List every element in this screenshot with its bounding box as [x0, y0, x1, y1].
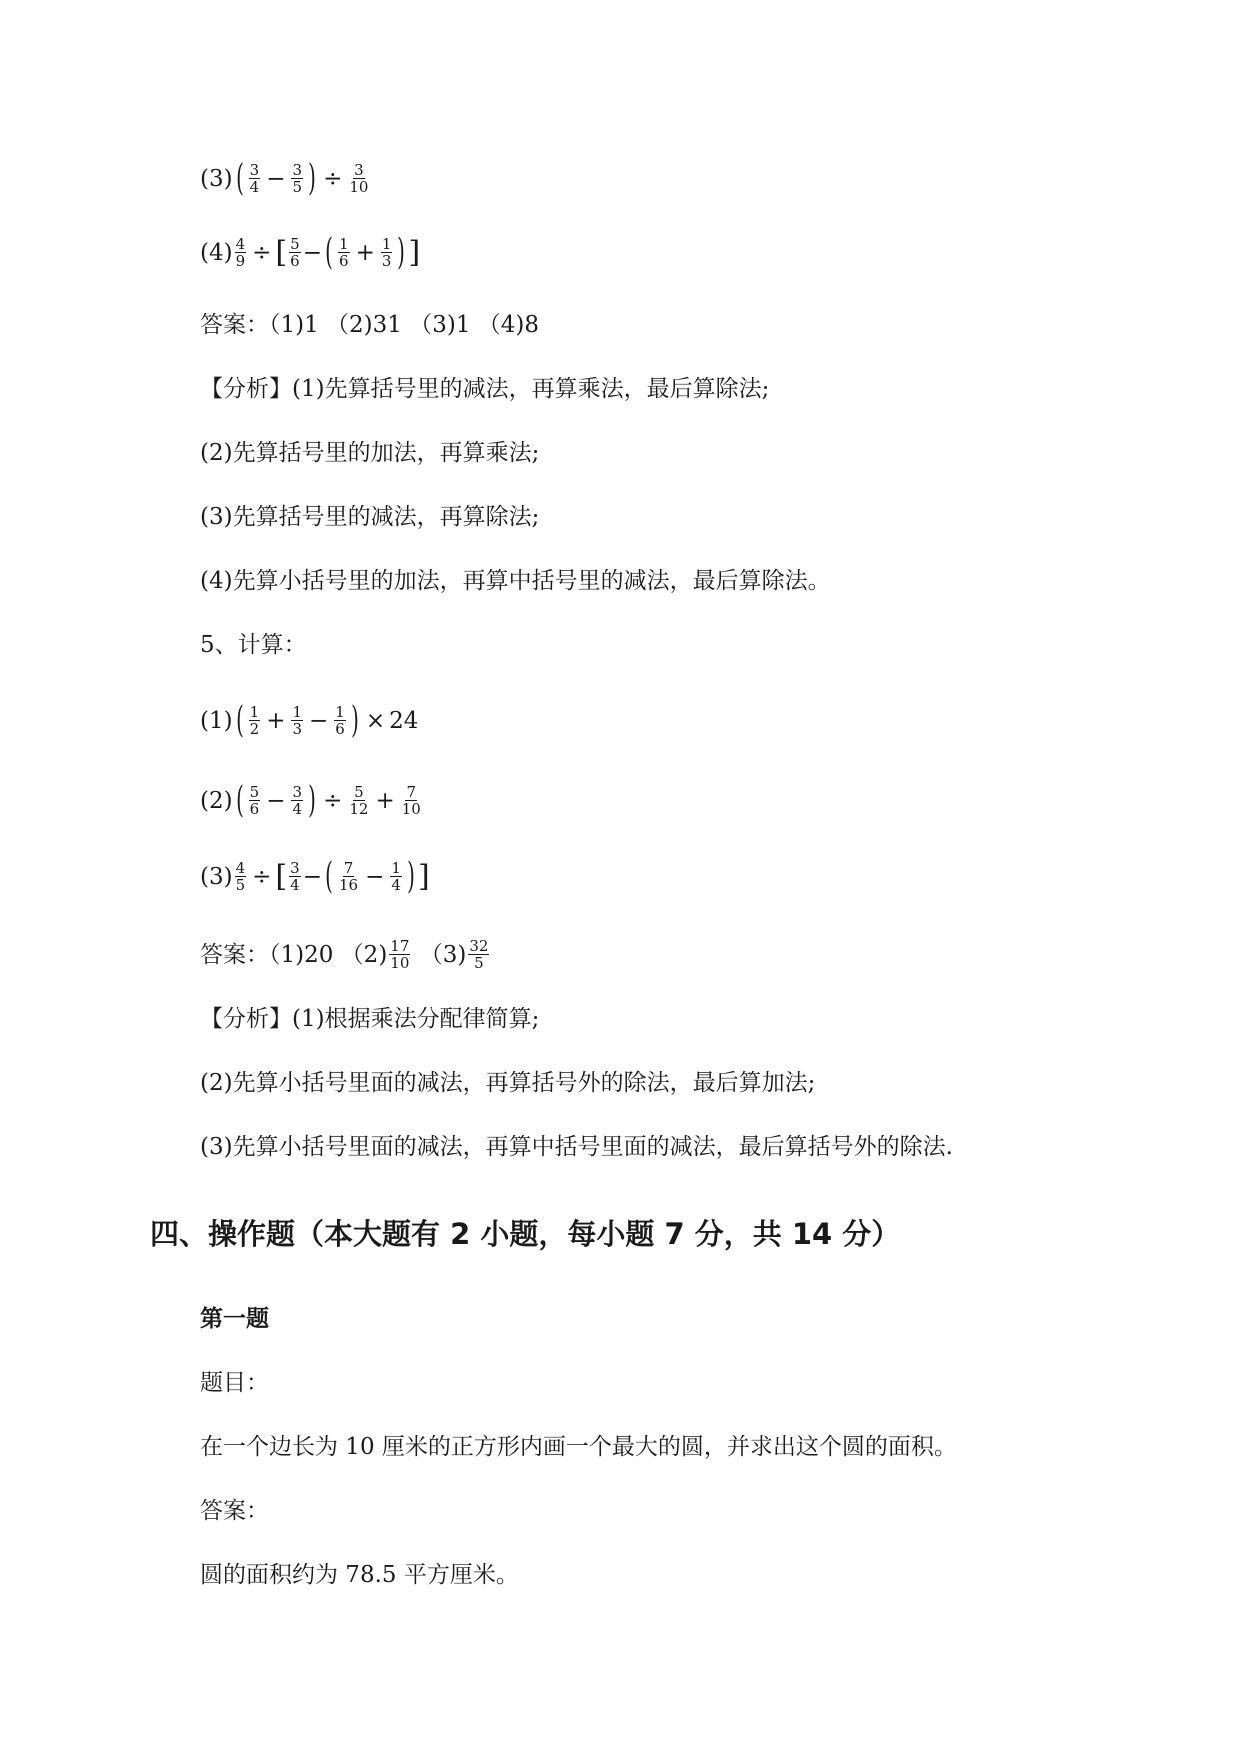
fraction: $\frac{1}{6}$ — [339, 235, 349, 270]
problem-label: (4) — [200, 239, 233, 266]
fraction: $\frac{5}{12}$ — [349, 783, 369, 818]
analysis-line: 【分析】(1)根据乘法分配律简算; — [200, 1006, 540, 1032]
fraction: $\frac{4}{9}$ — [235, 235, 246, 270]
section-heading: 四、操作题（本大题有 2 小题，每小题 7 分，共 14 分） — [150, 1217, 901, 1251]
fraction: $\frac{3}{4}$ — [290, 859, 300, 894]
fraction: $\frac{3}{5}$ — [292, 161, 303, 196]
fraction: $\frac{17}{10}$ — [390, 937, 410, 972]
fraction: $\frac{1}{6}$ — [335, 703, 345, 738]
problem-5-2: (2) ( $\frac{5}{6}$ − $\frac{3}{4}$ ) ÷ $\frac{5}{12}$ + $\frac{7}{10}$ — [200, 779, 421, 821]
fraction: $\frac{32}{5}$ — [469, 937, 489, 972]
answer-text: 答案：（1)20 （2) $\frac{17}{10}$ （3) $\frac{32}{5}$ — [200, 937, 489, 972]
fraction: $\frac{1}{4}$ — [391, 859, 401, 894]
fraction: $\frac{5}{6}$ — [249, 783, 260, 818]
analysis-line: 【分析】(1)先算括号里的减法，再算乘法，最后算除法; — [200, 376, 770, 402]
problem-label: (2) — [200, 787, 233, 814]
fraction: $\frac{7}{16}$ — [339, 859, 359, 894]
fraction: $\frac{3}{4}$ — [249, 161, 260, 196]
fraction: $\frac{5}{6}$ — [290, 235, 300, 270]
problem-4-3: (3) ( $\frac{3}{4}$ − $\frac{3}{5}$ ) ÷ $\frac{3}{10}$ — [200, 157, 369, 199]
fraction: $\frac{1}{2}$ — [249, 703, 260, 738]
problem-label: (1) — [200, 707, 233, 734]
fraction: $\frac{1}{3}$ — [292, 703, 303, 738]
answer-label: 答案： — [200, 1498, 269, 1524]
analysis-line: (2)先算小括号里面的减法，再算括号外的除法，最后算加法; — [200, 1070, 816, 1096]
analysis-line: (3)先算小括号里面的减法，再算中括号里面的减法，最后算括号外的除法. — [200, 1134, 953, 1160]
problem-4-4: (4) $\frac{4}{9}$ ÷ [ $\frac{5}{6}$ − ( $\frac{1}{6}$ + $\frac{1}{3}$ ) ] — [200, 231, 421, 273]
problem-5-1: (1) ( $\frac{1}{2}$ + $\frac{1}{3}$ − $\frac{1}{6}$ ) × 24 — [200, 699, 419, 741]
analysis-line: (3)先算括号里的减法，再算除法; — [200, 504, 540, 530]
question-label: 题目： — [200, 1370, 269, 1396]
sub-heading: 第一题 — [200, 1306, 269, 1332]
analysis-line: (4)先算小括号里的加法，再算中括号里的减法，最后算除法。 — [200, 568, 831, 594]
analysis-line: (2)先算括号里的加法，再算乘法; — [200, 440, 540, 466]
fraction: $\frac{3}{4}$ — [292, 783, 303, 818]
problem-label: (3) — [200, 165, 233, 192]
fraction: $\frac{7}{10}$ — [401, 783, 421, 818]
fraction: $\frac{3}{10}$ — [349, 161, 369, 196]
problem-label: (3) — [200, 863, 233, 890]
question-title: 5、计算： — [200, 632, 307, 658]
fraction: $\frac{4}{5}$ — [235, 859, 246, 894]
answer-text: 圆的面积约为 78.5 平方厘米。 — [200, 1562, 519, 1588]
problem-5-3: (3) $\frac{4}{5}$ ÷ [ $\frac{3}{4}$ − ( $\frac{7}{16}$ − $\frac{1}{4}$ ) ] — [200, 855, 430, 897]
question-text: 在一个边长为 10 厘米的正方形内画一个最大的圆，并求出这个圆的面积。 — [200, 1434, 957, 1460]
answer-text: 答案：（1)1 （2)31 （3)1 （4)8 — [200, 312, 540, 338]
fraction: $\frac{1}{3}$ — [381, 235, 392, 270]
